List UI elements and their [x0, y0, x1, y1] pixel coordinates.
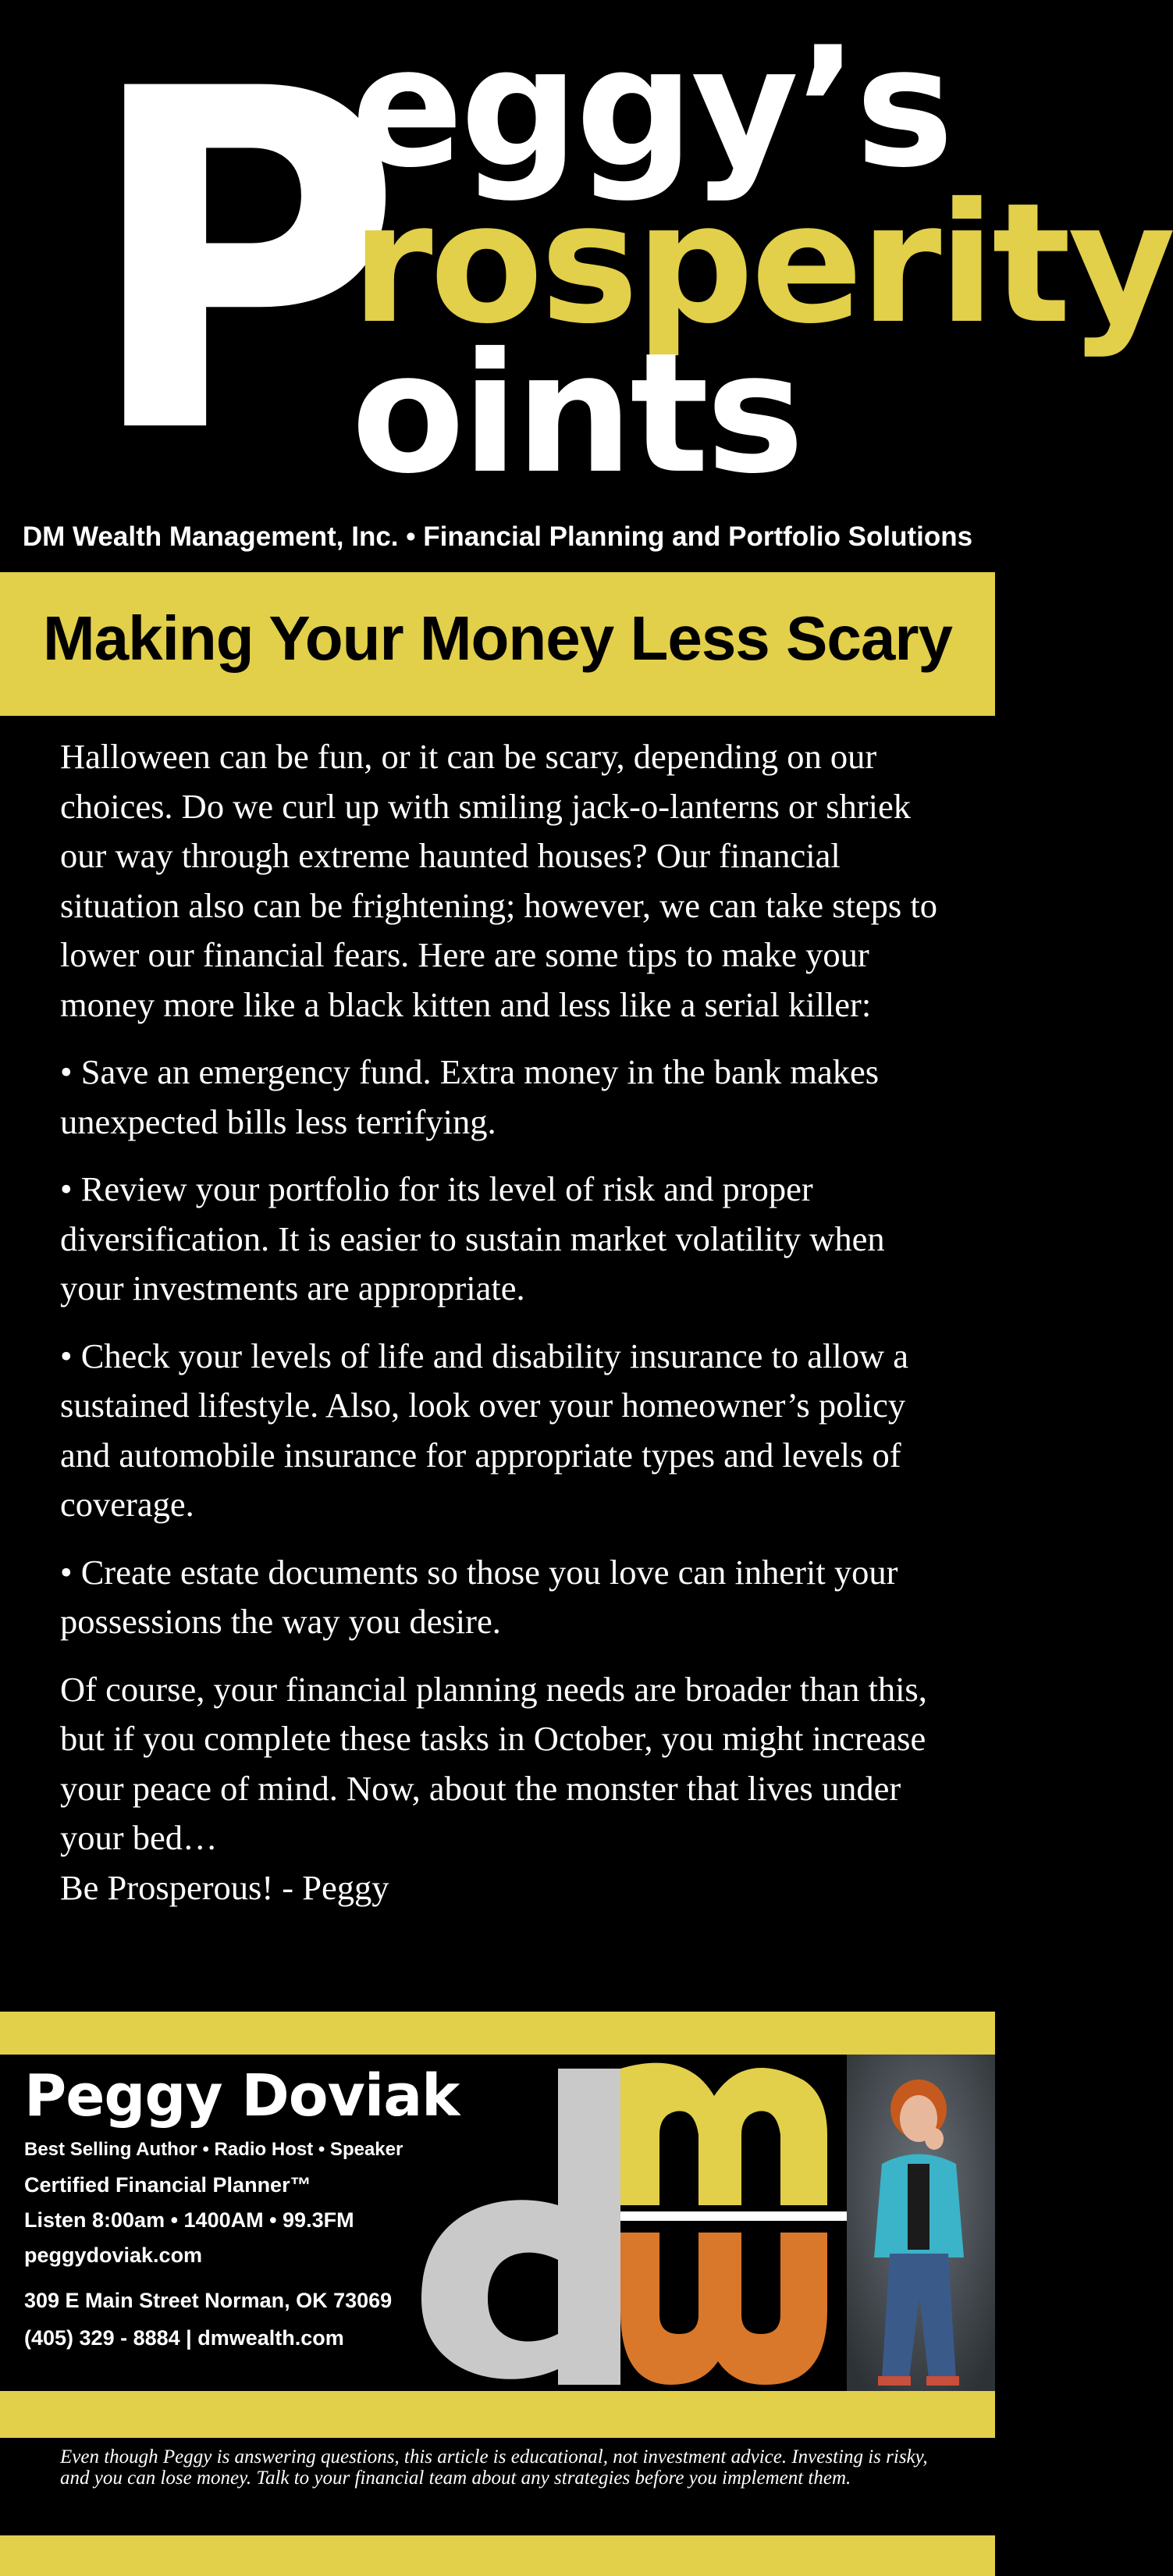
contact-radio-schedule: Listen 8:00am • 1400AM • 99.3FM — [24, 2208, 354, 2232]
portrait-photo — [847, 2055, 995, 2391]
article-tip: • Save an emergency fund. Extra money in the bank makes unexpected bills less terrifying. — [60, 1052, 880, 1141]
article-signoff: Be Prosperous! - Peggy — [60, 1867, 389, 1907]
footer-band-top — [0, 2012, 995, 2055]
article-tip: • Review your portfolio for its level of risk and proper diversification. It is easier to sustain market volatility when your investments are appropriate. — [60, 1169, 885, 1308]
footer-band-middle — [0, 2391, 995, 2438]
logo-letter-d — [421, 2069, 620, 2385]
article-intro: Halloween can be fun, or it can be scary, depending on our choices. Do we curl up with smiling jack-o-lanterns or shriek our way through extreme haunted houses? Our financial situation also can be frightening; however, we can take steps to lower our financial fears. Here are some tips to make your money more like a black kitten and less like a serial killer: — [60, 737, 937, 1024]
footer-band-bottom — [0, 2535, 995, 2576]
disclaimer-text: Even though Peggy is answering questions, this article is educational, not investment advice. Investing is risky, and you can lose money. Talk to your financial team about any strategies before you implement them. — [60, 2446, 928, 2489]
logo-letter-m — [620, 2063, 827, 2205]
masthead-big-p: P — [84, 0, 396, 536]
article-closing: Of course, your financial planning needs are broader than this, but if you complete these tasks in October, you might increase your peace of mind. Now, about the monster that lives under your bed… — [60, 1669, 927, 1857]
contact-titles: Best Selling Author • Radio Host • Speaker — [24, 2139, 403, 2160]
masthead-line-3: oints — [351, 317, 802, 510]
dmw-logo — [390, 2049, 855, 2385]
contact-name: Peggy Doviak — [24, 2062, 460, 2129]
article-tip: • Check your levels of life and disability insurance to allow a sustained lifestyle. Also, look over your homeowner’s policy and automobile insurance for appropriate types and levels of coverage. — [60, 1336, 908, 1524]
contact-certification: Certified Financial Planner™ — [24, 2173, 311, 2197]
article-body — [60, 732, 950, 1912]
masthead-subtitle: DM Wealth Management, Inc. • Financial Planning and Portfolio Solutions — [22, 521, 973, 552]
contact-phone-web[interactable]: (405) 329 - 8884 | dmwealth.com — [24, 2326, 344, 2350]
contact-address: 309 E Main Street Norman, OK 73069 — [24, 2289, 393, 2312]
contact-website-link[interactable]: peggydoviak.com — [24, 2243, 203, 2267]
article-headline: Making Your Money Less Scary — [42, 603, 952, 673]
masthead-line-2: rosperity — [351, 167, 1173, 360]
logo-letter-w — [620, 2233, 827, 2385]
article-tip: • Create estate documents so those you love can inherit your possessions the way you desire. — [60, 1552, 898, 1641]
masthead-line-1: eggy’s — [351, 11, 951, 204]
